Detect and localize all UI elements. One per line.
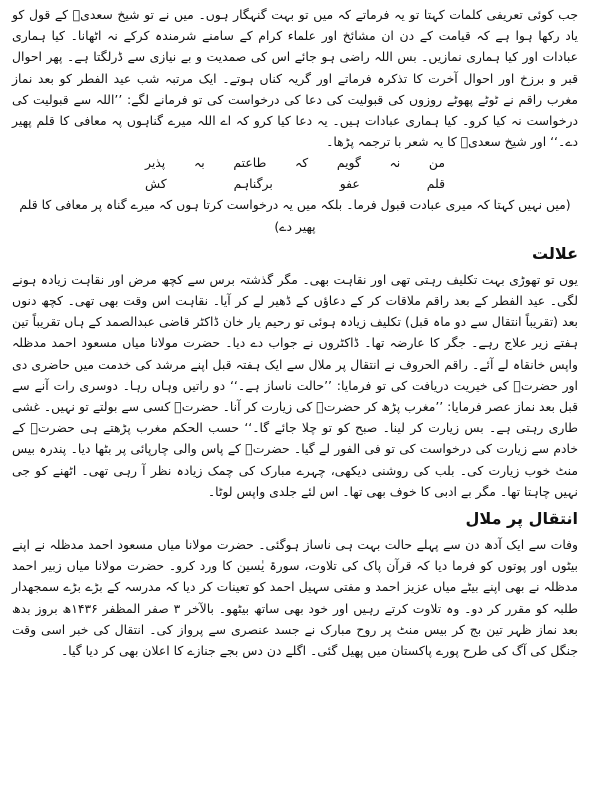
verse-word: کش	[145, 176, 167, 192]
demise-paragraph: وفات سے ایک آدھ دن سے پہلے حالت بہت ہی ناساز ہوگئی۔ حضرت مولانا میاں مسعود احمد مدظلہ نے اپنے بیٹوں اور پوتوں کو فرما دیا کہ قرآن پاک کی تلاوت، سورۃ یٰسین کا ورد کرو۔ حضرت مولانا میاں زبیر احمد مدظلہ نے بھی اپنے بیٹے میاں عزیز احمد و مفتی سہیل احمد کو تعینات کر دیا کہ مدرسہ کے بڑے بڑے سمجھدار طلبہ کو مقرر کر دو۔ وہ تلاوت کرتے رہیں اور خود بھی ساتھ بیٹھو۔ بالآخر ۳ صفر المظفر ۱۴۳۶ھ بروز بدھ بعد نماز ظہر تین بج کر بیس منٹ پر روح مبارک نے جسد عنصری سے پرواز کی۔ انتقال کی خبر اسی وقت جنگل کی آگ کی طرح پورے پاکستان میں پھیل گئی۔ اگلے دن دس بجے جنازے کا اعلان بھی کر دیا گیا۔	[12, 537, 579, 659]
verse-line-2	[145, 173, 445, 194]
verse-word: پذیر	[145, 155, 166, 171]
verse-word: کہ	[295, 155, 309, 171]
section-heading-illness: علالت	[531, 243, 578, 263]
verse-word: طاعتم	[233, 155, 267, 171]
verse-word: بہ	[193, 155, 205, 171]
verse-word: عفو	[339, 176, 360, 192]
verse-word: برگناہم	[233, 176, 273, 192]
verse-word: نہ	[389, 155, 401, 171]
section-heading-demise: انتقال پر ملال	[465, 509, 578, 529]
illness-paragraph: یوں تو تھوڑی بہت تکلیف رہتی تھی اور نقاہت بھی۔ مگر گذشتہ برس سے کچھ مرض اور نقاہت زیادہ ہونے لگی۔ عید الفطر کے بعد راقم ملاقات کر کے دعاؤں کے ڈھیر لے کر آیا۔ نقاہت اس وقت بھی تھی۔ کچھ دنوں بعد (تقریباً انتقال سے دو ماہ قبل) تکلیف زیادہ ہوئی تو رحیم یار خان ڈاکٹر قاضی عبدالصمد کے ہاں تقریباً تین ہفتے زیر علاج رہے۔ جگر کا عارضہ تھا۔ ڈاکٹروں نے جواب دے دیا۔ حضرت مولانا میاں مسعود احمد مدظلہ واپس خانقاہ لے آئے۔ راقم الحروف نے انتقال پر ملال سے ایک ہفتہ قبل اپنے مرشد کی خدمت میں حاضری دی اور حضرتؒ کی خیریت دریافت کی تو فرمایا: ’’حالت ناساز ہے۔‘‘ دو راتیں وہاں رہا۔ دوسری رات آنے سے قبل بعد نماز عصر فرمایا: ’’مغرب پڑھ کر حضرتؒ کی زیارت کر آنا۔ حضرتؒ کسی سے بولتے تو نہیں۔ غشی طاری رہتی ہے۔ بس زیارت کر لینا۔ صبح کو تو چلا جائے گا۔‘‘ حسب الحکم مغرب پڑھتے ہی حضرتؒ کے خادم سے زیارت کی درخواست کی تو فی الفور لے گیا۔ حضرتؒ کے پاس والی چارپائی پر بٹھا دیا۔ پندرہ بیس منٹ خوب زیارت کی۔ بلب کی روشنی دیکھی، چہرے مبارک کی چمک زیادہ نظر آ رہی تھی۔ اٹھنے کو جی نہیں چاہتا تھا۔ مگر بے ادبی کا خوف بھی تھا۔ اس لئے جلدی واپس لوٹا۔	[12, 271, 578, 499]
verse-word: من	[428, 155, 445, 171]
verse-word: گویم	[336, 155, 361, 171]
verse-line-1	[145, 152, 445, 173]
document-page	[12, 4, 578, 661]
verse-translation: (میں نہیں کہتا کہ میری عبادت قبول فرما۔ بلکہ میں یہ درخواست کرتا ہوں کہ میرے گناہ پر معافی کا قلم پھیر دے)	[19, 197, 571, 234]
verse-word: قلم	[426, 176, 445, 192]
persian-verse	[145, 152, 445, 194]
intro-paragraph: جب کوئی تعریفی کلمات کہتا تو یہ فرماتے کہ میں تو بہت گنہگار ہوں۔ میں نے تو شیخ سعدیؒ کے قول کو یاد رکھا ہوا ہے کہ قیامت کے دن ان مشائخ اور علماء کرام کے سامنے شرمندہ کرکے نہ اٹھانا۔ کیا ہماری عبادات اور کیا ہماری نمازیں۔ بس اللہ راضی ہو جائے اس کی صمدیت و بے نیازی سے ڈرلگتا ہے۔ پھر احوال قبر و برزخ اور احوال آخرت کا تذکرہ فرماتے اور گریہ کناں ہوتے۔ ایک مرتبہ شب عید الفطر کو بعد نماز مغرب راقم نے ٹوٹے پھوٹے روزوں کی قبولیت کی دعا کی درخواست کی تو فرمانے لگے: ’’اللہ سے قبولیت کی درخواست نہ کیا کرو۔ کیا ہماری عبادات ہیں۔ یہ دعا کیا کرو کہ اے اللہ میرے گناہوں پہ معافی کا قلم پھیر دے۔‘‘ اور شیخ سعدیؒ کا یہ شعر با ترجمہ پڑھا۔	[12, 7, 578, 150]
